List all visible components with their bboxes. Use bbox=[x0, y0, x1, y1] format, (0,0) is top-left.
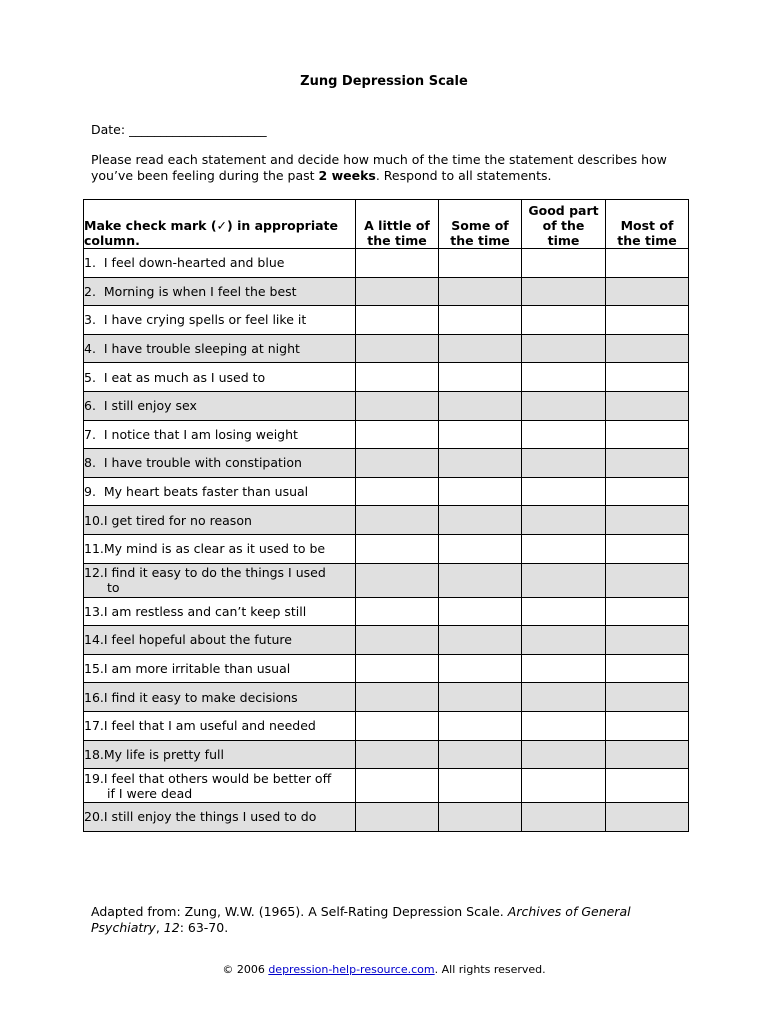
checkbox-cell-some[interactable] bbox=[439, 506, 522, 535]
column-header-good-part: Good part of the time bbox=[522, 200, 606, 249]
checkbox-cell-some[interactable] bbox=[439, 626, 522, 655]
checkbox-cell-most[interactable] bbox=[606, 334, 689, 363]
table-row bbox=[84, 597, 689, 626]
statement-text: I find it easy to do the things I used bbox=[103, 565, 326, 581]
website-link[interactable]: depression-help-resource.com bbox=[268, 963, 435, 976]
table-row bbox=[84, 449, 689, 478]
checkbox-cell-a-little[interactable] bbox=[356, 534, 439, 563]
checkbox-cell-most[interactable] bbox=[606, 597, 689, 626]
statement-number: 12. bbox=[84, 565, 104, 581]
checkbox-cell-some[interactable] bbox=[439, 597, 522, 626]
table-row bbox=[84, 249, 689, 278]
checkbox-cell-some[interactable] bbox=[439, 277, 522, 306]
statement-number: 4. bbox=[84, 341, 96, 357]
statement-cell bbox=[84, 769, 356, 803]
checkbox-cell-good-part[interactable] bbox=[522, 769, 606, 803]
statement-text: I eat as much as I used to bbox=[103, 369, 266, 385]
date-field-line bbox=[91, 122, 267, 137]
statement-cell bbox=[84, 306, 356, 335]
statement-cell bbox=[84, 626, 356, 655]
statement-number: 20. bbox=[84, 809, 104, 825]
citation: Adapted from: Zung, W.W. (1965). A Self-Rating Depression Scale. Archives of General Psychiatry, 12: 63-70. bbox=[91, 904, 631, 935]
checkbox-cell-most[interactable] bbox=[606, 449, 689, 478]
statement-text: I still enjoy the things I used to do bbox=[103, 809, 317, 825]
statement-text: I have trouble with constipation bbox=[103, 455, 302, 471]
date-label: Date: bbox=[91, 122, 126, 137]
checkbox-cell-good-part[interactable] bbox=[522, 506, 606, 535]
checkbox-cell-good-part[interactable] bbox=[522, 334, 606, 363]
checkbox-cell-good-part[interactable] bbox=[522, 449, 606, 478]
statement-number: 3. bbox=[84, 312, 96, 328]
checkbox-cell-a-little[interactable] bbox=[356, 477, 439, 506]
checkbox-cell-a-little[interactable] bbox=[356, 626, 439, 655]
statement-cell bbox=[84, 803, 356, 832]
statement-text: I have trouble sleeping at night bbox=[103, 341, 300, 357]
statement-cell bbox=[84, 711, 356, 740]
statement-number: 1. bbox=[84, 255, 96, 271]
checkbox-cell-some[interactable] bbox=[439, 363, 522, 392]
table-row bbox=[84, 534, 689, 563]
checkbox-cell-good-part[interactable] bbox=[522, 563, 606, 597]
checkbox-cell-some[interactable] bbox=[439, 420, 522, 449]
checkbox-cell-a-little[interactable] bbox=[356, 711, 439, 740]
checkbox-cell-some[interactable] bbox=[439, 449, 522, 478]
instructions-bold-period: 2 weeks bbox=[318, 168, 376, 183]
checkbox-cell-a-little[interactable] bbox=[356, 249, 439, 278]
checkbox-cell-good-part[interactable] bbox=[522, 683, 606, 712]
instructions-text-1: Please read each statement and decide how much of the time the statement describes how you’ve been feeling during the past bbox=[91, 152, 667, 183]
checkbox-cell-good-part[interactable] bbox=[522, 626, 606, 655]
checkbox-cell-good-part[interactable] bbox=[522, 654, 606, 683]
checkbox-cell-most[interactable] bbox=[606, 506, 689, 535]
statement-text: I notice that I am losing weight bbox=[103, 426, 298, 442]
statement-cell bbox=[84, 534, 356, 563]
checkbox-cell-most[interactable] bbox=[606, 477, 689, 506]
checkbox-cell-good-part[interactable] bbox=[522, 711, 606, 740]
statement-number: 14. bbox=[84, 632, 104, 648]
statement-cell bbox=[84, 597, 356, 626]
statement-text: Morning is when I feel the best bbox=[103, 283, 297, 299]
checkbox-cell-good-part[interactable] bbox=[522, 249, 606, 278]
checkbox-cell-a-little[interactable] bbox=[356, 449, 439, 478]
statement-text: My mind is as clear as it used to be bbox=[103, 541, 326, 557]
column-header-most: Most of the time bbox=[606, 200, 689, 249]
table-row bbox=[84, 477, 689, 506]
journal-volume: 12 bbox=[163, 920, 180, 935]
checkbox-cell-good-part[interactable] bbox=[522, 277, 606, 306]
table-row bbox=[84, 563, 689, 597]
instructions-paragraph bbox=[91, 152, 691, 184]
checkbox-cell-some[interactable] bbox=[439, 711, 522, 740]
checkbox-cell-a-little[interactable] bbox=[356, 420, 439, 449]
checkbox-cell-a-little[interactable] bbox=[356, 334, 439, 363]
statement-number: 7. bbox=[84, 426, 96, 442]
checkbox-cell-most[interactable] bbox=[606, 803, 689, 832]
statement-text: I feel that I am useful and needed bbox=[103, 718, 316, 734]
statement-text: I feel down-hearted and blue bbox=[103, 255, 285, 271]
statement-number: 8. bbox=[84, 455, 96, 471]
checkbox-cell-a-little[interactable] bbox=[356, 563, 439, 597]
checkbox-cell-most[interactable] bbox=[606, 769, 689, 803]
statement-cell bbox=[84, 334, 356, 363]
table-header-row bbox=[84, 200, 689, 249]
checkbox-cell-good-part[interactable] bbox=[522, 597, 606, 626]
statement-number: 13. bbox=[84, 603, 104, 619]
table-row bbox=[84, 740, 689, 769]
table-row bbox=[84, 769, 689, 803]
checkbox-cell-a-little[interactable] bbox=[356, 803, 439, 832]
statement-number: 16. bbox=[84, 689, 104, 705]
checkbox-cell-good-part[interactable] bbox=[522, 363, 606, 392]
table-row bbox=[84, 626, 689, 655]
table-row bbox=[84, 334, 689, 363]
checkbox-cell-good-part[interactable] bbox=[522, 534, 606, 563]
checkbox-cell-good-part[interactable] bbox=[522, 803, 606, 832]
statement-cell bbox=[84, 654, 356, 683]
statement-number: 10. bbox=[84, 512, 104, 528]
table-row bbox=[84, 306, 689, 335]
statement-cell bbox=[84, 449, 356, 478]
statement-cell bbox=[84, 363, 356, 392]
checkbox-cell-some[interactable] bbox=[439, 740, 522, 769]
statement-text: I feel that others would be better off bbox=[103, 770, 332, 786]
checkbox-cell-some[interactable] bbox=[439, 477, 522, 506]
checkbox-cell-most[interactable] bbox=[606, 740, 689, 769]
checkbox-cell-good-part[interactable] bbox=[522, 420, 606, 449]
checkbox-cell-most[interactable] bbox=[606, 391, 689, 420]
table-row bbox=[84, 654, 689, 683]
journal-name: Archives of General Psychiatry bbox=[91, 904, 631, 935]
checkbox-cell-most[interactable] bbox=[606, 563, 689, 597]
checkbox-cell-a-little[interactable] bbox=[356, 277, 439, 306]
statement-number: 6. bbox=[84, 398, 96, 414]
checkbox-cell-a-little[interactable] bbox=[356, 306, 439, 335]
statement-text-continued: if I were dead bbox=[107, 785, 193, 801]
statement-text: I have crying spells or feel like it bbox=[103, 312, 307, 328]
checkbox-cell-a-little[interactable] bbox=[356, 769, 439, 803]
checkbox-cell-most[interactable] bbox=[606, 534, 689, 563]
instructions-text-2: . Respond to all statements. bbox=[375, 168, 552, 183]
table-row bbox=[84, 683, 689, 712]
checkbox-cell-most[interactable] bbox=[606, 626, 689, 655]
statement-text-continued: to bbox=[107, 580, 120, 596]
statement-text: I get tired for no reason bbox=[103, 512, 252, 528]
table-row bbox=[84, 391, 689, 420]
statement-text: I am restless and can’t keep still bbox=[103, 603, 307, 619]
table-row bbox=[84, 803, 689, 832]
statement-text: I feel hopeful about the future bbox=[103, 632, 292, 648]
statement-cell bbox=[84, 420, 356, 449]
checkbox-cell-most[interactable] bbox=[606, 306, 689, 335]
statement-cell bbox=[84, 277, 356, 306]
statement-text: I find it easy to make decisions bbox=[103, 689, 298, 705]
checkbox-cell-a-little[interactable] bbox=[356, 363, 439, 392]
statement-text: My life is pretty full bbox=[103, 746, 224, 762]
checkbox-cell-most[interactable] bbox=[606, 683, 689, 712]
instruction-header: Make check mark (✓) in appropriate column. bbox=[84, 200, 356, 249]
statement-cell bbox=[84, 391, 356, 420]
statement-number: 19. bbox=[84, 770, 104, 786]
checkbox-cell-some[interactable] bbox=[439, 249, 522, 278]
checkbox-cell-good-part[interactable] bbox=[522, 391, 606, 420]
table-row bbox=[84, 506, 689, 535]
statement-text: I still enjoy sex bbox=[103, 398, 197, 414]
checkbox-cell-some[interactable] bbox=[439, 306, 522, 335]
checkbox-cell-most[interactable] bbox=[606, 654, 689, 683]
checkbox-cell-a-little[interactable] bbox=[356, 597, 439, 626]
statement-number: 9. bbox=[84, 484, 96, 500]
column-header-a-little: A little of the time bbox=[356, 200, 439, 249]
checkbox-cell-most[interactable] bbox=[606, 277, 689, 306]
checkbox-cell-most[interactable] bbox=[606, 420, 689, 449]
checkbox-cell-a-little[interactable] bbox=[356, 683, 439, 712]
statement-cell bbox=[84, 506, 356, 535]
checkbox-cell-most[interactable] bbox=[606, 249, 689, 278]
page-title: Zung Depression Scale bbox=[300, 74, 468, 89]
date-blank: ______________________ bbox=[129, 122, 267, 137]
checkbox-cell-most[interactable] bbox=[606, 363, 689, 392]
statement-number: 18. bbox=[84, 746, 104, 762]
checkbox-cell-a-little[interactable] bbox=[356, 506, 439, 535]
statement-number: 11. bbox=[84, 541, 104, 557]
statement-cell bbox=[84, 477, 356, 506]
statement-text: My heart beats faster than usual bbox=[103, 484, 309, 500]
checkbox-cell-good-part[interactable] bbox=[522, 306, 606, 335]
checkbox-cell-some[interactable] bbox=[439, 334, 522, 363]
statement-cell bbox=[84, 249, 356, 278]
table-row bbox=[84, 363, 689, 392]
statement-cell bbox=[84, 683, 356, 712]
checkbox-cell-good-part[interactable] bbox=[522, 740, 606, 769]
copyright-footer: © 2006 depression-help-resource.com. All rights reserved. bbox=[222, 963, 546, 976]
statement-number: 17. bbox=[84, 718, 104, 734]
statement-number: 5. bbox=[84, 369, 96, 385]
checkbox-cell-good-part[interactable] bbox=[522, 477, 606, 506]
depression-scale-table bbox=[83, 199, 689, 832]
statement-cell bbox=[84, 740, 356, 769]
checkbox-cell-a-little[interactable] bbox=[356, 740, 439, 769]
statement-cell bbox=[84, 563, 356, 597]
checkbox-cell-some[interactable] bbox=[439, 391, 522, 420]
table-row bbox=[84, 711, 689, 740]
checkbox-cell-a-little[interactable] bbox=[356, 391, 439, 420]
checkbox-cell-a-little[interactable] bbox=[356, 654, 439, 683]
statement-number: 2. bbox=[84, 283, 96, 299]
checkbox-cell-some[interactable] bbox=[439, 803, 522, 832]
checkbox-cell-most[interactable] bbox=[606, 711, 689, 740]
checkbox-cell-some[interactable] bbox=[439, 683, 522, 712]
checkbox-cell-some[interactable] bbox=[439, 654, 522, 683]
checkbox-cell-some[interactable] bbox=[439, 534, 522, 563]
table-row bbox=[84, 277, 689, 306]
checkbox-cell-some[interactable] bbox=[439, 769, 522, 803]
column-header-some: Some of the time bbox=[439, 200, 522, 249]
checkbox-cell-some[interactable] bbox=[439, 563, 522, 597]
statement-number: 15. bbox=[84, 661, 104, 677]
statement-text: I am more irritable than usual bbox=[103, 661, 291, 677]
table-row bbox=[84, 420, 689, 449]
